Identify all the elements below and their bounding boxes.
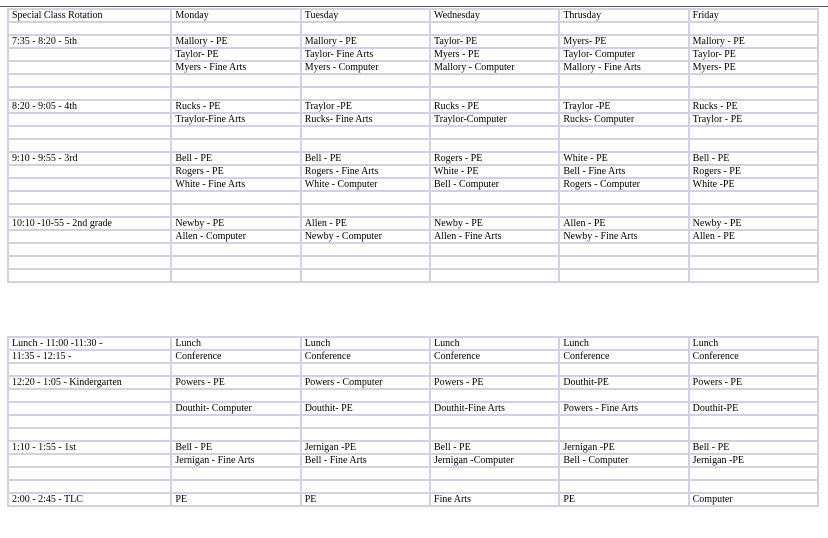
schedule-cell [430,480,559,493]
schedule-cell: Lunch [430,337,559,350]
schedule-cell: Jernigan -PE [559,441,688,454]
schedule-cell: Bell - Computer [559,454,688,467]
schedule-cell [689,126,818,139]
schedule-cell: Taylor- Fine Arts [301,48,430,61]
schedule-cell: Rucks- Computer [559,113,688,126]
table-row [8,178,818,191]
schedule-cell: Conference [689,350,818,363]
schedule-cell [689,74,818,87]
schedule-cell: Bell - PE [689,152,818,165]
schedule-cell [171,191,300,204]
schedule-cell [559,243,688,256]
schedule-cell [689,22,818,35]
schedule-cell: Douthit- PE [301,402,430,415]
table-row [8,230,818,243]
time-slot-cell [8,87,171,100]
schedule-cell [301,467,430,480]
time-slot-cell [8,363,171,376]
schedule-cell [301,363,430,376]
schedule-cell: Newby - Fine Arts [559,230,688,243]
table-row [8,100,818,113]
schedule-cell: Traylor -PE [559,100,688,113]
schedule-cell [559,139,688,152]
schedule-cell [171,204,300,217]
schedule-cell: Conference [171,350,300,363]
schedule-cell [171,415,300,428]
schedule-cell: Newby - PE [430,217,559,230]
schedule-cell: Powers - PE [689,376,818,389]
table-row [8,256,818,269]
table-row [8,243,818,256]
schedule-cell [559,467,688,480]
schedule-cell: Rogers - PE [171,165,300,178]
schedule-cell [171,480,300,493]
time-slot-cell [8,454,171,467]
schedule-cell [689,269,818,282]
time-slot-cell [8,230,171,243]
schedule-cell: Douthit-PE [559,376,688,389]
schedule-cell [171,389,300,402]
schedule-cell: Taylor- PE [689,48,818,61]
day-header-thursday: Thrusday [559,9,688,22]
schedule-cell [171,22,300,35]
schedule-cell [301,139,430,152]
schedule-cell [430,269,559,282]
time-slot-cell: 10:10 -10-55 - 2nd grade [8,217,171,230]
table-row [8,269,818,282]
schedule-cell [430,87,559,100]
table-row [8,441,818,454]
time-slot-cell [8,269,171,282]
table-row [8,363,818,376]
time-slot-cell: 12:20 - 1:05 - Kindergarten [8,376,171,389]
schedule-cell: Allen - PE [301,217,430,230]
schedule-cell [430,191,559,204]
top-rule [0,6,828,7]
schedule-cell [430,204,559,217]
schedule-cell [689,139,818,152]
day-header-friday: Friday [689,9,818,22]
table-row [8,35,818,48]
table-row [8,139,818,152]
time-slot-cell [8,480,171,493]
time-slot-cell [8,48,171,61]
schedule-cell: Conference [559,350,688,363]
schedule-cell [430,74,559,87]
time-slot-cell: Lunch - 11:00 -11:30 - [8,337,171,350]
schedule-cell [689,467,818,480]
schedule-cell [171,139,300,152]
schedule-cell [301,126,430,139]
time-slot-cell [8,178,171,191]
table-row [8,204,818,217]
schedule-cell: Allen - Computer [171,230,300,243]
schedule-cell [301,74,430,87]
schedule-cell: Rucks- Fine Arts [301,113,430,126]
schedule-cell [301,428,430,441]
schedule-cell: Powers - PE [430,376,559,389]
schedule-cell [689,204,818,217]
schedule-cell: Powers - Fine Arts [559,402,688,415]
schedule-cell: Rucks - PE [171,100,300,113]
schedule-cell: Jernigan -PE [301,441,430,454]
table-row [8,48,818,61]
table-row [8,22,818,35]
time-slot-cell [8,415,171,428]
schedule-cell: Traylor-Fine Arts [171,113,300,126]
schedule-cell [559,191,688,204]
time-slot-cell [8,126,171,139]
schedule-cell: Mallory - Fine Arts [559,61,688,74]
schedule-cell [559,22,688,35]
schedule-cell: Bell - PE [430,441,559,454]
schedule-cell [301,204,430,217]
schedule-cell [171,256,300,269]
schedule-cell [559,389,688,402]
time-slot-cell: 11:35 - 12:15 - [8,350,171,363]
schedule-cell [689,243,818,256]
schedule-cell: Bell - Fine Arts [301,454,430,467]
schedule-cell: White - PE [430,165,559,178]
table-row [8,350,818,363]
time-slot-cell [8,113,171,126]
schedule-cell: Lunch [559,337,688,350]
schedule-cell [559,204,688,217]
table-row [8,480,818,493]
schedule-cell: Rogers - PE [689,165,818,178]
table-row [8,402,818,415]
time-slot-cell [8,22,171,35]
schedule-cell: PE [559,493,688,506]
schedule-cell: Taylor- PE [430,35,559,48]
schedule-cell [559,256,688,269]
schedule-cell: Traylor -PE [301,100,430,113]
schedule-cell: Jernigan -Computer [430,454,559,467]
table-row [8,389,818,402]
table-row [8,337,818,350]
schedule-cell: Newby - Computer [301,230,430,243]
schedule-cell: Bell - PE [171,152,300,165]
schedule-cell: Rucks - PE [689,100,818,113]
schedule-cell: White - Computer [301,178,430,191]
schedule-cell [430,428,559,441]
schedule-cell: Rogers - Fine Arts [301,165,430,178]
table-row [8,87,818,100]
time-slot-cell [8,467,171,480]
table-row [8,74,818,87]
schedule-cell [559,74,688,87]
schedule-cell: Taylor- PE [171,48,300,61]
schedule-cell: Myers- PE [689,61,818,74]
schedule-cell [171,269,300,282]
schedule-cell [689,363,818,376]
schedule-cell [430,415,559,428]
time-slot-cell [8,204,171,217]
schedule-cell [689,428,818,441]
schedule-cell: Rogers - Computer [559,178,688,191]
schedule-cell [689,256,818,269]
schedule-cell: Allen - PE [689,230,818,243]
schedule-cell [689,191,818,204]
time-slot-cell: 1:10 - 1:55 - 1st [8,441,171,454]
schedule-cell [301,415,430,428]
rotation-table-morning [7,8,819,283]
schedule-cell: Jernigan -PE [689,454,818,467]
schedule-cell [430,22,559,35]
schedule-cell: Rogers - PE [430,152,559,165]
schedule-cell [559,480,688,493]
schedule-cell: Bell - Computer [430,178,559,191]
schedule-cell: Computer [689,493,818,506]
time-slot-cell [8,191,171,204]
time-slot-cell [8,243,171,256]
schedule-cell [430,389,559,402]
schedule-cell [171,126,300,139]
schedule-cell: Mallory - PE [301,35,430,48]
schedule-cell: Allen - Fine Arts [430,230,559,243]
schedule-cell [171,243,300,256]
schedule-cell [689,415,818,428]
schedule-cell [559,428,688,441]
schedule-cell: Bell - PE [171,441,300,454]
table-title: Special Class Rotation [8,9,171,22]
schedule-cell [559,87,688,100]
schedule-cell [559,363,688,376]
schedule-cell [689,87,818,100]
table-row [8,126,818,139]
time-slot-cell [8,389,171,402]
schedule-cell: Powers - PE [171,376,300,389]
schedule-cell: Myers - Computer [301,61,430,74]
schedule-cell: Allen - PE [559,217,688,230]
schedule-cell [301,389,430,402]
schedule-cell: Newby - PE [689,217,818,230]
schedule-cell: Traylor-Computer [430,113,559,126]
day-header-wednesday: Wednesday [430,9,559,22]
schedule-cell: Douthit-Fine Arts [430,402,559,415]
header-row [8,9,818,22]
schedule-cell: Bell - PE [689,441,818,454]
schedule-cell: Bell - Fine Arts [559,165,688,178]
schedule-cell: Lunch [689,337,818,350]
schedule-cell [559,269,688,282]
schedule-cell [689,480,818,493]
schedule-cell: Mallory - PE [689,35,818,48]
schedule-cell: Bell - PE [301,152,430,165]
schedule-cell: Fine Arts [430,493,559,506]
table-row [8,152,818,165]
schedule-cell: Mallory - Computer [430,61,559,74]
schedule-cell: Mallory - PE [171,35,300,48]
table-row [8,191,818,204]
table-row [8,165,818,178]
schedule-cell: Conference [430,350,559,363]
schedule-cell [559,415,688,428]
day-header-monday: Monday [171,9,300,22]
schedule-cell: Jernigan - Fine Arts [171,454,300,467]
time-slot-cell [8,165,171,178]
table-row [8,61,818,74]
schedule-cell [430,363,559,376]
schedule-cell [430,243,559,256]
schedule-cell [430,256,559,269]
table-row [8,467,818,480]
table-row [8,428,818,441]
time-slot-cell: 7:35 - 8:20 - 5th [8,35,171,48]
schedule-cell [171,74,300,87]
table-row [8,113,818,126]
schedule-cell: Douthit-PE [689,402,818,415]
schedule-cell: Myers- PE [559,35,688,48]
table-row [8,454,818,467]
schedule-cell [301,256,430,269]
schedule-cell: Myers - PE [430,48,559,61]
schedule-cell: PE [301,493,430,506]
schedule-cell: Myers - Fine Arts [171,61,300,74]
schedule-cell: Taylor- Computer [559,48,688,61]
time-slot-cell [8,61,171,74]
table-row [8,493,818,506]
schedule-cell: Rucks - PE [430,100,559,113]
rotation-table-afternoon [7,336,819,507]
time-slot-cell [8,139,171,152]
schedule-cell [301,87,430,100]
schedule-cell [301,480,430,493]
table-row [8,376,818,389]
schedule-cell: Douthit- Computer [171,402,300,415]
schedule-cell: PE [171,493,300,506]
schedule-cell [171,87,300,100]
time-slot-cell [8,256,171,269]
schedule-cell [689,389,818,402]
schedule-cell: White - PE [559,152,688,165]
schedule-cell: Lunch [171,337,300,350]
time-slot-cell: 9:10 - 9:55 - 3rd [8,152,171,165]
table-row [8,415,818,428]
time-slot-cell [8,74,171,87]
schedule-cell [430,126,559,139]
day-header-tuesday: Tuesday [301,9,430,22]
schedule-cell [430,467,559,480]
schedule-cell [171,363,300,376]
time-slot-cell [8,402,171,415]
schedule-cell: White - Fine Arts [171,178,300,191]
time-slot-cell: 8:20 - 9:05 - 4th [8,100,171,113]
schedule-cell [301,269,430,282]
schedule-cell: Lunch [301,337,430,350]
schedule-cell [171,467,300,480]
schedule-cell [301,22,430,35]
time-slot-cell: 2:00 - 2:45 - TLC [8,493,171,506]
table-row [8,217,818,230]
schedule-cell: Conference [301,350,430,363]
schedule-cell [430,139,559,152]
schedule-cell: White -PE [689,178,818,191]
schedule-cell: Newby - PE [171,217,300,230]
schedule-cell: Traylor - PE [689,113,818,126]
schedule-cell [559,126,688,139]
time-slot-cell [8,428,171,441]
schedule-cell: Powers - Computer [301,376,430,389]
schedule-cell [301,243,430,256]
schedule-cell [171,428,300,441]
schedule-cell [301,191,430,204]
